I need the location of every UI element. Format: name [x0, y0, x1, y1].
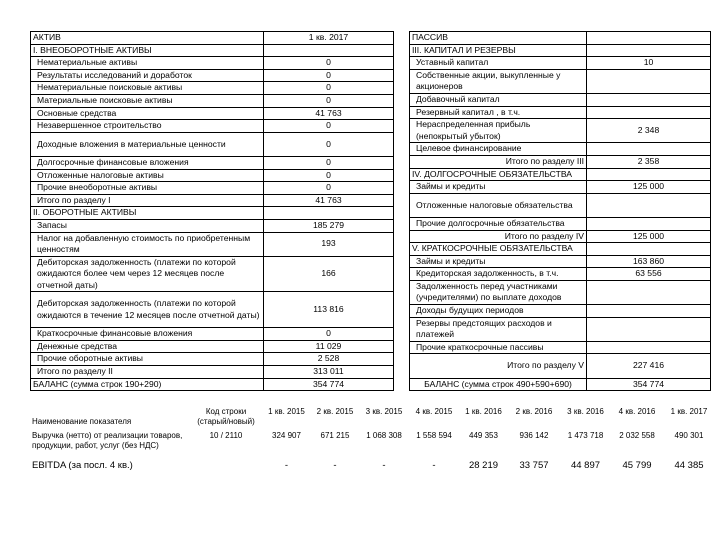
- assets-row: [31, 132, 394, 156]
- liabilities-row-label: Доходы будущих периодов: [410, 305, 587, 318]
- liabilities-row-value: [587, 305, 711, 318]
- liabilities-row-value: [587, 193, 711, 217]
- indicator-value: 44 385: [674, 460, 704, 471]
- liabilities-row-label: Итого по разделу III: [410, 155, 587, 168]
- liabilities-row-value: [587, 44, 711, 57]
- assets-row-value: 41 763: [264, 194, 394, 207]
- assets-row: [31, 207, 394, 220]
- liabilities-row: [410, 181, 711, 194]
- liabilities-row-value: 2 348: [587, 119, 711, 143]
- liabilities-row: [410, 354, 711, 378]
- liabilities-row: [410, 44, 711, 57]
- assets-row-label: БАЛАНС (сумма строк 190+290): [31, 378, 264, 391]
- assets-row-value: [264, 44, 394, 57]
- assets-row: [31, 44, 394, 57]
- period-header: 4 кв. 2016: [618, 407, 656, 416]
- liabilities-row-value: [587, 341, 711, 354]
- period-header: 3 кв. 2015: [365, 407, 403, 416]
- assets-row-label: Нематериальные поисковые активы: [31, 82, 264, 95]
- liabilities-header-row: [410, 32, 711, 45]
- liabilities-row-value: [587, 69, 711, 93]
- liabilities-row-value: 354 774: [587, 378, 711, 391]
- assets-row: [31, 156, 394, 169]
- assets-row-value: 113 816: [264, 292, 394, 328]
- assets-row-value: 0: [264, 169, 394, 182]
- liabilities-row-label: Резервный капитал , в т.ч.: [410, 106, 587, 119]
- liabilities-header-period: [587, 32, 711, 45]
- assets-row: [31, 232, 394, 256]
- assets-row: [31, 292, 394, 328]
- liabilities-row: [410, 143, 711, 156]
- liabilities-row-value: [587, 317, 711, 341]
- assets-row-label: Отложенные налоговые активы: [31, 169, 264, 182]
- assets-row: [31, 194, 394, 207]
- indicator-value: 936 142: [519, 431, 549, 440]
- indicator-value: 1 558 594: [416, 431, 452, 440]
- assets-row-value: 0: [264, 156, 394, 169]
- indicators-header-row: [30, 405, 715, 429]
- assets-row-value: [264, 207, 394, 220]
- liabilities-row-label: Займы и кредиты: [410, 181, 587, 194]
- assets-row-value: 0: [264, 328, 394, 341]
- liabilities-row: [410, 168, 711, 181]
- liabilities-header-label: ПАССИВ: [410, 32, 587, 45]
- indicator-value: 490 301: [674, 431, 704, 440]
- assets-row-value: 354 774: [264, 378, 394, 391]
- assets-header-label: АКТИВ: [31, 32, 264, 45]
- assets-header-period: 1 кв. 2017: [264, 32, 394, 45]
- assets-row: [31, 340, 394, 353]
- liabilities-row-label: Нераспределенная прибыль (непокрытый убыток): [410, 119, 587, 143]
- liabilities-row-label: Отложенные налоговые обязательства: [410, 193, 587, 217]
- assets-row-value: 41 763: [264, 107, 394, 120]
- liabilities-row-label: Кредиторская задолженность, в т.ч.: [410, 268, 587, 281]
- assets-row-label: Доходные вложения в материальные ценности: [31, 132, 264, 156]
- assets-row: [31, 366, 394, 379]
- assets-row-label: Итого по разделу I: [31, 194, 264, 207]
- indicator-name: EBITDA (за посл. 4 кв.): [32, 460, 133, 471]
- assets-table: [30, 31, 394, 391]
- assets-row: [31, 107, 394, 120]
- assets-row-value: 11 029: [264, 340, 394, 353]
- liabilities-row-value: [587, 93, 711, 106]
- assets-row-label: Денежные средства: [31, 340, 264, 353]
- liabilities-row-value: 125 000: [587, 230, 711, 243]
- assets-row-value: 313 011: [264, 366, 394, 379]
- period-header: 1 кв. 2017: [670, 407, 708, 416]
- indicator-value: 33 757: [519, 460, 549, 471]
- liabilities-row-label: БАЛАНС (сумма строк 490+590+690): [410, 378, 587, 391]
- assets-row: [31, 328, 394, 341]
- indicator-value: 2 032 558: [619, 431, 655, 440]
- assets-row-label: Основные средства: [31, 107, 264, 120]
- indicator-value: 45 799: [622, 460, 652, 471]
- liabilities-row: [410, 280, 711, 304]
- indicator-value: 1 473 718: [567, 431, 604, 440]
- assets-row: [31, 219, 394, 232]
- liabilities-row-label: Итого по разделу IV: [410, 230, 587, 243]
- period-header: 2 кв. 2015: [316, 407, 354, 416]
- assets-row-label: Прочие внеоборотные активы: [31, 182, 264, 195]
- indicator-value: 44 897: [570, 460, 601, 471]
- liabilities-row: [410, 57, 711, 70]
- liabilities-row: [410, 317, 711, 341]
- assets-row-value: 193: [264, 232, 394, 256]
- liabilities-table-body: [410, 32, 711, 391]
- liabilities-row-value: [587, 168, 711, 181]
- indicator-value: -: [284, 460, 289, 471]
- liabilities-row-label: Итого по разделу V: [410, 354, 587, 378]
- assets-row-label: Краткосрочные финансовые вложения: [31, 328, 264, 341]
- assets-row-label: Прочие оборотные активы: [31, 353, 264, 366]
- assets-row: [31, 256, 394, 292]
- assets-row-value: 0: [264, 57, 394, 70]
- indicator-value: -: [432, 460, 436, 471]
- indicator-code: 10 / 2110: [209, 431, 243, 440]
- assets-row: [31, 94, 394, 107]
- liabilities-row-label: Уставный капитал: [410, 57, 587, 70]
- indicator-row: [30, 429, 715, 453]
- assets-row-label: Результаты исследований и доработок: [31, 69, 264, 82]
- liabilities-row-value: 2 358: [587, 155, 711, 168]
- assets-row-label: Нематериальные активы: [31, 57, 264, 70]
- liabilities-row-value: 163 860: [587, 255, 711, 268]
- assets-row-value: 0: [264, 182, 394, 195]
- assets-row-value: 2 528: [264, 353, 394, 366]
- liabilities-row: [410, 69, 711, 93]
- liabilities-row-value: 227 416: [587, 354, 711, 378]
- assets-row: [31, 182, 394, 195]
- liabilities-row: [410, 255, 711, 268]
- liabilities-row: [410, 217, 711, 230]
- liabilities-row-value: [587, 217, 711, 230]
- indicator-value: 1 068 308: [366, 431, 402, 440]
- indicator-value: 28 219: [468, 460, 499, 471]
- liabilities-row: [410, 243, 711, 256]
- liabilities-row-label: Прочие долгосрочные обязательства: [410, 217, 587, 230]
- assets-row: [31, 378, 394, 391]
- liabilities-row: [410, 119, 711, 143]
- period-header: 1 кв. 2015: [268, 407, 305, 416]
- assets-row-value: 0: [264, 132, 394, 156]
- indicator-value: -: [333, 460, 337, 471]
- assets-row: [31, 69, 394, 82]
- liabilities-row-label: III. КАПИТАЛ И РЕЗЕРВЫ: [410, 44, 587, 57]
- liabilities-row: [410, 341, 711, 354]
- liabilities-row-value: [587, 280, 711, 304]
- period-header: 4 кв. 2015: [415, 407, 453, 416]
- indicator-row: [30, 453, 715, 473]
- assets-row-value: 0: [264, 69, 394, 82]
- assets-row-label: Налог на добавленную стоимость по приобретенным ценностям: [31, 232, 264, 256]
- liabilities-row-value: [587, 143, 711, 156]
- liabilities-row: [410, 268, 711, 281]
- liabilities-row-label: Добавочный капитал: [410, 93, 587, 106]
- assets-row-label: Материальные поисковые активы: [31, 94, 264, 107]
- indicator-code-header: Код строки (старый/новый): [197, 407, 255, 426]
- indicator-name-header: Наименование показателя: [32, 417, 132, 426]
- assets-row-label: Незавершенное строительство: [31, 120, 264, 133]
- liabilities-row: [410, 93, 711, 106]
- assets-row-value: 185 279: [264, 219, 394, 232]
- liabilities-row: [410, 305, 711, 318]
- liabilities-row-value: [587, 243, 711, 256]
- assets-row-label: Запасы: [31, 219, 264, 232]
- liabilities-row-label: Задолженность перед участниками (учредителями) по выплате доходов: [410, 280, 587, 304]
- indicator-value: -: [382, 460, 386, 471]
- assets-row-label: Дебиторская задолженность (платежи по которой ожидаются в течение 12 месяцев после отчетной даты): [31, 292, 264, 328]
- liabilities-table: [409, 31, 711, 391]
- liabilities-row-label: V. КРАТКОСРОЧНЫЕ ОБЯЗАТЕЛЬСТВА: [410, 243, 587, 256]
- liabilities-row-label: Прочие краткосрочные пассивы: [410, 341, 587, 354]
- assets-row-label: II. ОБОРОТНЫЕ АКТИВЫ: [31, 207, 264, 220]
- assets-row-label: I. ВНЕОБОРОТНЫЕ АКТИВЫ: [31, 44, 264, 57]
- assets-row: [31, 57, 394, 70]
- assets-row-label: Итого по разделу II: [31, 366, 264, 379]
- liabilities-row-value: 63 556: [587, 268, 711, 281]
- liabilities-row-value: [587, 106, 711, 119]
- assets-header-row: [31, 32, 394, 45]
- liabilities-row-label: Займы и кредиты: [410, 255, 587, 268]
- assets-row-value: 0: [264, 120, 394, 133]
- liabilities-row: [410, 230, 711, 243]
- assets-row-value: 166: [264, 256, 394, 292]
- period-header: 3 кв. 2016: [567, 407, 604, 416]
- period-header: 1 кв. 2016: [465, 407, 502, 416]
- liabilities-row: [410, 378, 711, 391]
- liabilities-row-value: 10: [587, 57, 711, 70]
- indicator-code: [190, 453, 262, 473]
- assets-row: [31, 169, 394, 182]
- liabilities-row-label: Резервы предстоящих расходов и платежей: [410, 317, 587, 341]
- liabilities-row: [410, 106, 711, 119]
- assets-row-label: Долгосрочные финансовые вложения: [31, 156, 264, 169]
- indicator-value: 324 907: [272, 431, 301, 440]
- assets-row: [31, 353, 394, 366]
- liabilities-row-label: Целевое финансирование: [410, 143, 587, 156]
- assets-row: [31, 120, 394, 133]
- liabilities-row-label: Собственные акции, выкупленные у акционеров: [410, 69, 587, 93]
- assets-row-label: Дебиторская задолженность (платежи по которой ожидаются более чем через 12 месяцев после отчетной даты): [31, 256, 264, 292]
- liabilities-row: [410, 193, 711, 217]
- indicator-value: 671 215: [320, 431, 350, 440]
- assets-row-value: 0: [264, 82, 394, 95]
- assets-row-value: 0: [264, 94, 394, 107]
- period-header: 2 кв. 2016: [515, 407, 553, 416]
- indicator-name: Выручка (нетто) от реализации товаров, продукции, работ, услуг (без НДС): [32, 431, 183, 450]
- liabilities-row: [410, 155, 711, 168]
- indicator-value: 449 353: [469, 431, 498, 440]
- indicators-table: [30, 405, 715, 473]
- assets-table-body: [31, 32, 394, 391]
- liabilities-row-value: 125 000: [587, 181, 711, 194]
- assets-row: [31, 82, 394, 95]
- indicators-table-body: [30, 405, 715, 473]
- liabilities-row-label: IV. ДОЛГОСРОЧНЫЕ ОБЯЗАТЕЛЬСТВА: [410, 168, 587, 181]
